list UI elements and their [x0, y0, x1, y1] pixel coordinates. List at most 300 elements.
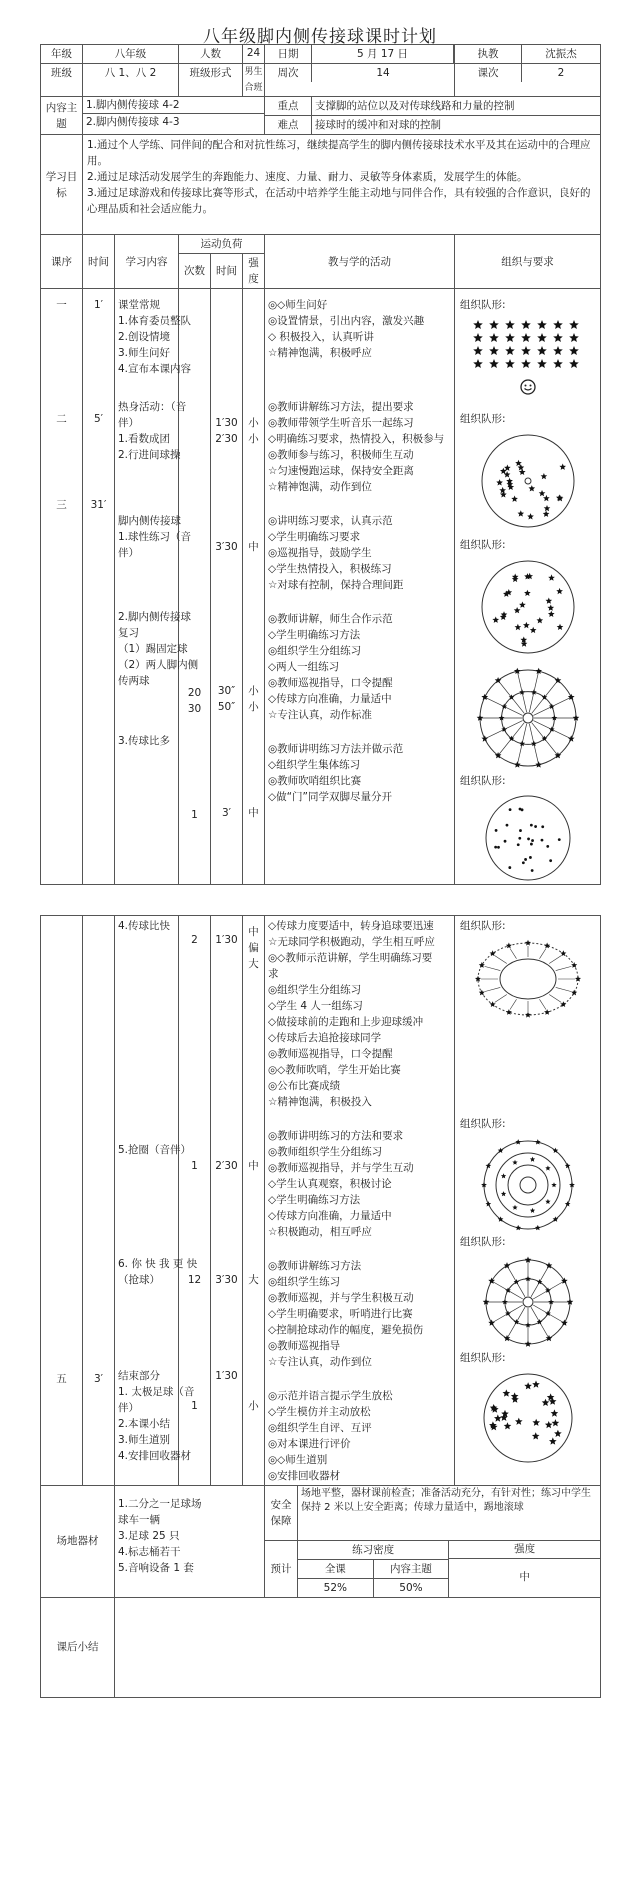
- ball-dot: [541, 825, 544, 828]
- class-value: 八 1、八 2: [83, 64, 179, 97]
- student-star-icon: [559, 464, 566, 470]
- content-label: 内容主题: [41, 97, 83, 135]
- week-group: [265, 64, 455, 97]
- date-value: 5 月 17 日: [312, 45, 454, 63]
- org-label: 组织队形:: [460, 1352, 506, 1364]
- student-star-icon: [531, 741, 537, 747]
- student-star-icon: [531, 1432, 539, 1439]
- safety-text: 场地平整，器材课前检查；准备活动充分，有针对性；练习中学生保持 2 米以上安全距离；传球力量适中，踢地滚球: [298, 1486, 601, 1540]
- diff-value: 接球时的缓冲和对球的控制: [315, 119, 441, 131]
- student-star-icon: [553, 359, 563, 368]
- lesson-plan-table-bottom: [40, 915, 601, 1698]
- int-b-2: 小: [248, 433, 259, 445]
- act-line: ◇传球方向准确，力量适中: [268, 693, 392, 705]
- ball-dot: [546, 845, 549, 848]
- ball-dot: [521, 861, 524, 864]
- org-cell-2: [455, 916, 601, 1486]
- act-line: ☆精神饱满，积极投入: [268, 1096, 372, 1108]
- ball-dot: [534, 825, 537, 828]
- form-label: 班级形式: [179, 64, 243, 97]
- student-star-icon: [556, 588, 563, 594]
- act-line: ◎组织学生分组练习: [268, 984, 362, 996]
- count-value: 24: [246, 47, 261, 59]
- act-b: [268, 399, 451, 495]
- dur-cell-1: [211, 289, 243, 885]
- act-line: ◎教师巡视指导，并与学生互动: [268, 1162, 414, 1174]
- act-a: [268, 297, 451, 361]
- student-star-icon: [534, 1139, 540, 1144]
- act-line: ◎◇教师示范讲解，学生明确练习要: [268, 952, 433, 964]
- student-star-icon: [519, 602, 526, 608]
- dur-cell-2: [211, 916, 243, 1486]
- dur-h: 3′30: [215, 1274, 238, 1286]
- intensity-group: [449, 1540, 600, 1597]
- act-line: ◇明确练习要求，热情投入，积极参与: [268, 433, 445, 445]
- time-cell-2: [83, 916, 115, 1486]
- act-line: ◇学生明确练习要求: [268, 531, 361, 543]
- student-star-icon: [535, 761, 542, 767]
- student-star-icon: [481, 735, 488, 741]
- student-star-icon: [538, 490, 545, 496]
- int-f-3: 大: [248, 958, 259, 970]
- student-star-icon: [500, 1191, 505, 1196]
- act-line: 求: [268, 968, 279, 980]
- act-line: ◎组织学生练习: [268, 1276, 341, 1288]
- goal-2: 2.通过足球活动发展学生的奔跑能力、速度、力量、耐力、灵敏等身体素质，发展学生的体能。: [87, 171, 528, 183]
- teacher-smiley-icon: [518, 377, 538, 397]
- student-star-icon: [523, 622, 530, 628]
- int-d-1: 小: [248, 685, 259, 697]
- student-star-icon: [511, 1396, 519, 1403]
- lesson-plan-page: [40, 0, 600, 1698]
- content-1: 1.脚内侧传接球 4-2: [83, 97, 264, 114]
- act-line: ◇做“门”同学双脚尽量分开: [268, 791, 392, 803]
- student-star-icon: [505, 346, 515, 355]
- ball-dot: [519, 829, 522, 832]
- student-star-icon: [567, 735, 574, 741]
- intensity-label: 强度: [449, 1541, 600, 1559]
- time-2: 5′: [93, 413, 104, 425]
- concentric-diagram: [472, 1136, 584, 1234]
- student-star-icon: [512, 1160, 517, 1165]
- act-line: ◇传球力度要适中，转身追球要迅速: [268, 920, 434, 932]
- summary-cell: [115, 1597, 601, 1697]
- activity-cell-2: [265, 916, 455, 1486]
- student-star-icon: [537, 346, 547, 355]
- student-star-icon: [525, 940, 531, 946]
- int-i: 小: [248, 1400, 259, 1412]
- key-value: 支撑脚的站位以及对传球线路和力量的控制: [312, 97, 601, 116]
- act-line: ◎组织学生分组练习: [268, 645, 362, 657]
- act-line: ☆精神饱满，动作到位: [268, 481, 372, 493]
- student-star-icon: [524, 590, 531, 596]
- student-star-icon: [550, 1409, 558, 1416]
- times-h: 12: [187, 1274, 202, 1286]
- student-star-icon: [521, 346, 531, 355]
- density-group: [298, 1540, 449, 1597]
- student-star-icon: [556, 495, 563, 501]
- student-star-icon: [553, 346, 563, 355]
- col-content: 学习内容: [115, 235, 179, 289]
- lesson-group: [455, 64, 601, 97]
- student-star-icon: [489, 950, 495, 956]
- student-star-icon: [515, 1225, 521, 1230]
- student-star-icon: [525, 1012, 531, 1018]
- student-star-icon: [551, 1182, 556, 1187]
- topic-value: 50%: [399, 1581, 423, 1594]
- safety-group: [265, 1486, 601, 1598]
- content-f: 4.传球比快: [118, 920, 171, 932]
- student-star-icon: [549, 1437, 557, 1444]
- student-star-icon: [536, 617, 543, 623]
- key-diff-group: [265, 97, 601, 135]
- page-title: 八年级脚内侧传接球课时计划: [203, 27, 437, 47]
- student-star-icon: [548, 574, 555, 580]
- student-star-icon: [473, 359, 483, 368]
- act-line: ◎教师巡视指导，口令提醒: [268, 677, 393, 689]
- act-line: ◎教师巡视，并与学生积极互动: [268, 1292, 414, 1304]
- student-star-icon: [505, 1311, 511, 1316]
- content-a-line: 3.师生问好: [118, 347, 171, 359]
- form-value: 男生合班: [243, 64, 265, 97]
- times-f: 2: [191, 934, 198, 946]
- int-h: 大: [248, 1274, 259, 1286]
- ball-dot: [557, 838, 560, 841]
- act-line: ◇学生明确练习方法: [268, 629, 361, 641]
- act-i: [268, 1388, 451, 1484]
- venue-item: 5.音响设备 1 套: [118, 1562, 194, 1574]
- act-line: ◎教师吹哨组织比赛: [268, 775, 362, 787]
- act-line: ◇学生明确练习方法: [268, 1194, 361, 1206]
- act-c: [268, 513, 451, 593]
- content-a-line: 1.体育委员整队: [118, 315, 192, 327]
- student-star-icon: [478, 990, 484, 996]
- act-line: ◎教师巡视指导: [268, 1340, 341, 1352]
- student-star-icon: [532, 1381, 540, 1388]
- student-star-icon: [515, 1418, 523, 1425]
- content-d-line: 2.脚内侧传接球: [118, 611, 192, 623]
- act-line: ◎巡视指导，鼓励学生: [268, 547, 372, 559]
- student-star-icon: [489, 320, 499, 329]
- student-star-icon: [473, 320, 483, 329]
- count-label: 人数: [179, 45, 243, 64]
- venue-item: 1.二分之一足球场: [118, 1498, 202, 1510]
- student-star-icon: [537, 333, 547, 342]
- student-star-icon: [501, 727, 507, 732]
- act-line: ◇传球后去追抢接球同学: [268, 1032, 382, 1044]
- student-star-icon: [569, 359, 579, 368]
- times-g: 1: [191, 1160, 198, 1172]
- content-b-line: 2.行进间球操: [118, 449, 181, 461]
- week-value: 14: [376, 67, 390, 79]
- int-b-1: 小: [248, 417, 259, 429]
- content-g: 5.抢圈（音伴）: [118, 1144, 192, 1156]
- student-star-icon: [564, 1163, 570, 1168]
- act-line: ◎设置情景，引出内容，激发兴趣: [268, 315, 425, 327]
- act-line: ◇组织学生集体练习: [268, 759, 361, 771]
- act-line: ◎教师带领学生听音乐一起练习: [268, 417, 414, 429]
- goal-3: 3.通过足球游戏和传接球比赛等形式，在活动中培养学生能主动地与同伴合作，具有较强的合作意识，良好的心理品质和社会适应能力。: [87, 187, 591, 215]
- summary-label: 课后小结: [41, 1597, 115, 1697]
- student-star-icon: [511, 496, 518, 502]
- web-circle-diagram-2: [472, 1254, 584, 1350]
- act-line: ◎教师讲解练习方法: [268, 1260, 362, 1272]
- student-star-icon: [505, 333, 515, 342]
- student-star-icon: [561, 1320, 568, 1326]
- act-line: ◇控制抢球动作的幅度，避免损伤: [268, 1324, 424, 1336]
- int-d-2: 小: [248, 701, 259, 713]
- content-d-line: 传两球: [118, 675, 150, 687]
- student-star-icon: [492, 617, 499, 623]
- act-line: ◎教师讲明练习方法并做示范: [268, 743, 404, 755]
- student-star-icon: [505, 320, 515, 329]
- student-star-icon: [515, 1139, 521, 1144]
- times-e: 1: [191, 809, 198, 821]
- student-star-icon: [524, 1341, 531, 1347]
- ball-dot: [505, 824, 508, 827]
- times-d-2: 30: [187, 703, 202, 715]
- student-star-icon: [489, 359, 499, 368]
- content-e-line: 3.传球比多: [118, 735, 171, 747]
- student-star-icon: [481, 694, 488, 700]
- student-star-icon: [524, 1382, 532, 1389]
- count-cell: [243, 45, 265, 64]
- col-intensity: 强度: [243, 254, 265, 289]
- venue-label: 场地器材: [41, 1486, 115, 1598]
- act-line: ◎教师参与练习，积极师生互动: [268, 449, 414, 461]
- dur-b-1: 1′30: [215, 417, 238, 429]
- student-star-icon: [567, 694, 574, 700]
- student-star-icon: [514, 624, 521, 630]
- student-star-icon: [545, 598, 552, 604]
- time-1: 1′: [93, 299, 104, 311]
- venue-cell: [115, 1486, 265, 1598]
- act-line: ◎讲明练习要求，认真示范: [268, 515, 393, 527]
- student-star-icon: [499, 487, 506, 493]
- act-f: [268, 918, 451, 1110]
- ball-dot: [508, 866, 511, 869]
- ball-dot: [524, 858, 527, 861]
- content-e: [118, 733, 175, 749]
- content-i: 4.安排回收器材: [118, 1450, 192, 1462]
- student-star-icon: [553, 333, 563, 342]
- act-line: ◎示范并语言提示学生放松: [268, 1390, 393, 1402]
- act-line: ◎对本课进行评价: [268, 1438, 351, 1450]
- student-star-icon: [521, 320, 531, 329]
- student-star-icon: [505, 359, 515, 368]
- dur-e: 3′: [221, 807, 232, 819]
- student-star-icon: [553, 320, 563, 329]
- student-star-icon: [521, 359, 531, 368]
- student-star-icon: [496, 479, 503, 485]
- dur-d-1: 30″: [217, 685, 236, 697]
- content-a-line: 课堂常规: [118, 299, 160, 311]
- dur-g: 2′30: [215, 1160, 238, 1172]
- time-cell: [83, 289, 115, 885]
- student-star-icon: [551, 1419, 559, 1426]
- grade-value: 八年级: [83, 45, 179, 64]
- content-c-line: 脚内侧传接球: [118, 515, 181, 527]
- act-line: ◎◇师生道别: [268, 1454, 328, 1466]
- student-star-icon: [529, 1208, 534, 1213]
- student-star-icon: [494, 1414, 502, 1421]
- content-b-line: 1.看数成团: [118, 433, 171, 445]
- student-star-icon: [534, 1225, 540, 1230]
- act-line: ◎◇师生问好: [268, 299, 328, 311]
- act-line: ◇做接球前的走跑和上步迎球缓冲: [268, 1016, 424, 1028]
- date-label: 日期: [265, 45, 312, 63]
- content-d-line: （1）踢固定球: [118, 643, 188, 655]
- act-line: ☆专注认真，动作标准: [268, 709, 372, 721]
- student-star-icon: [543, 505, 550, 511]
- content-a-line: 2.创设情境: [118, 331, 171, 343]
- student-star-icon: [504, 465, 511, 471]
- int-e: 中: [248, 807, 259, 819]
- venue-item: 球车一辆: [118, 1514, 160, 1526]
- student-star-icon: [527, 513, 534, 519]
- act-line: ◇ 积极投入，认真听讲: [268, 331, 374, 343]
- time-5: 3′: [93, 1373, 104, 1385]
- times-d-1: 20: [187, 687, 202, 699]
- web-circle-diagram: [469, 663, 587, 773]
- student-star-icon: [542, 511, 549, 517]
- student-star-icon: [543, 495, 550, 501]
- date-group: [265, 45, 455, 64]
- student-star-icon: [536, 1319, 542, 1324]
- col-dur: 时间: [211, 254, 243, 289]
- student-star-icon: [473, 346, 483, 355]
- ball-dot: [530, 843, 533, 846]
- student-star-icon: [545, 1335, 552, 1341]
- student-star-icon: [488, 1278, 495, 1284]
- act-line: ◎教师组织学生分组练习: [268, 1146, 383, 1158]
- org-label: 组织队形:: [460, 1236, 506, 1248]
- content-b-line: 热身活动：（音: [118, 401, 187, 413]
- int-f-1: 中: [248, 926, 259, 938]
- student-star-icon: [540, 473, 547, 479]
- student-star-icon: [473, 333, 483, 342]
- content-d: [118, 609, 199, 689]
- dur-f: 1′30: [215, 934, 238, 946]
- lesson-label: 课次: [455, 64, 522, 82]
- student-star-icon: [569, 320, 579, 329]
- ball-dot: [516, 843, 519, 846]
- times-cell-2: [179, 916, 211, 1486]
- student-star-icon: [488, 1320, 495, 1326]
- content-i: 伴）: [118, 1402, 139, 1414]
- student-star-icon: [528, 485, 535, 491]
- act-line: ☆对球有控制，保持合理间距: [268, 579, 404, 591]
- content-i: 2.本课小结: [118, 1418, 171, 1430]
- lesson-value: 2: [557, 67, 565, 79]
- act-line: ◎公布比赛成绩: [268, 1080, 341, 1092]
- col-org: 组织与要求: [455, 235, 601, 289]
- student-star-icon: [545, 1166, 550, 1171]
- whole-label: 全课: [298, 1559, 373, 1578]
- venue-item: 3.足球 25 只: [118, 1530, 180, 1542]
- intensity-value: 中: [519, 1570, 530, 1583]
- safety-label: 安全保障: [265, 1486, 298, 1540]
- goal-label: 学习目标: [41, 135, 83, 235]
- grade-label: 年级: [41, 45, 83, 64]
- student-star-icon: [501, 704, 507, 710]
- dur-c: 3′30: [215, 541, 238, 553]
- act-line: ◇学生认真观察，积极讨论: [268, 1178, 392, 1190]
- ball-dot: [527, 838, 530, 841]
- ball-dot: [520, 808, 523, 811]
- student-star-icon: [561, 1278, 568, 1284]
- student-star-icon: [569, 346, 579, 355]
- student-star-icon: [519, 741, 525, 747]
- content-i: 结束部分: [118, 1370, 160, 1382]
- act-line: ☆无球同学积极跑动，学生相互呼应: [268, 936, 435, 948]
- student-star-icon: [503, 1335, 510, 1341]
- content-d-line: （2）两人脚内侧: [118, 659, 199, 671]
- student-star-icon: [520, 641, 527, 647]
- times-cell-1: [179, 289, 211, 885]
- act-line: ☆匀速慢跑运球，保持安全距离: [268, 465, 414, 477]
- act-line: ◇两人一组练习: [268, 661, 340, 673]
- order-3: 三: [56, 499, 67, 511]
- student-star-icon: [547, 605, 554, 611]
- ring-diagram-1: [472, 938, 584, 1020]
- content-a: [118, 297, 192, 377]
- content-d-line: 复习: [118, 627, 139, 639]
- circle-dots-diagram: [473, 793, 583, 883]
- density-label: 练习密度: [298, 1541, 448, 1560]
- ball-dot: [503, 840, 506, 843]
- student-star-icon: [503, 1422, 511, 1429]
- org-label: 组织队形:: [460, 299, 506, 311]
- act-d: [268, 611, 451, 723]
- ball-dot: [540, 839, 543, 842]
- act-line: ◎教师讲解练习方法，提出要求: [268, 401, 414, 413]
- act-line: ◇学生明确要求，听哨进行比赛: [268, 1308, 413, 1320]
- ball-dot: [530, 869, 533, 872]
- ball-dot: [529, 856, 532, 859]
- order-cell: [41, 289, 83, 885]
- act-line: ◎教师讲解，师生合作示范: [268, 613, 393, 625]
- key-label: 重点: [265, 97, 312, 116]
- times-i: 1: [191, 1400, 198, 1412]
- org-cell-1: [455, 289, 601, 885]
- dur-i: 1′30: [215, 1370, 238, 1382]
- topic-label: 内容主题: [373, 1559, 448, 1578]
- col-order: 课序: [41, 235, 83, 289]
- circle-scatter-diagram-2: [473, 557, 583, 657]
- student-star-icon: [485, 1201, 491, 1206]
- student-star-icon: [513, 607, 520, 613]
- act-h: [268, 1258, 451, 1370]
- student-star-icon: [548, 611, 555, 617]
- student-star-icon: [500, 468, 507, 474]
- dur-b-2: 2′30: [215, 433, 238, 445]
- content-h-1: 6. 你 快 我 更 快: [118, 1258, 198, 1270]
- act-line: ◎安排回收器材: [268, 1470, 341, 1482]
- teacher-label: 执教: [455, 45, 522, 63]
- student-star-icon: [489, 333, 499, 342]
- org-label: 组织队形:: [460, 413, 506, 425]
- student-star-icon: [512, 1205, 517, 1210]
- col-activity: 教与学的活动: [265, 235, 455, 289]
- student-star-icon: [505, 943, 511, 949]
- student-star-icon: [556, 624, 563, 630]
- student-star-icon: [485, 1163, 491, 1168]
- estimate-label: 预计: [265, 1540, 298, 1597]
- week-label: 周次: [265, 64, 312, 82]
- org-label: 组织队形:: [460, 775, 506, 787]
- ball-dot: [518, 837, 521, 840]
